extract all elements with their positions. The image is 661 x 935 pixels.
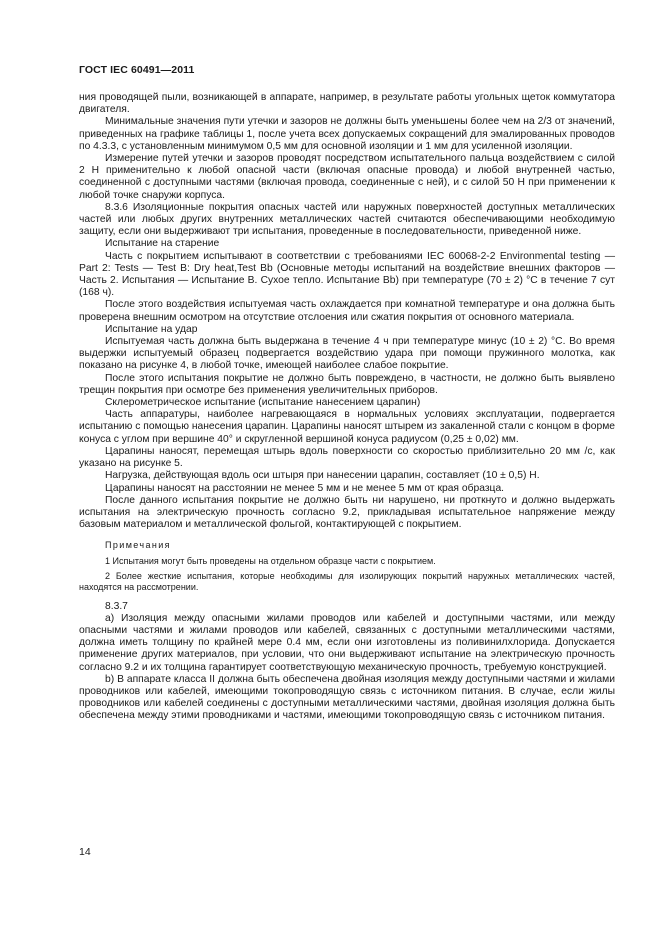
paragraph: Измерение путей утечки и зазоров проводят посредством испытательного пальца воздействием с силой 2 Н применительно к любой опасной части (включая опасные провода) и любой внутренней частью, соединенной с доступными частями (включая провода, соединенные с ней), и с силой 50 Н при применении к любой точке снаружи корпуса. <box>79 153 615 201</box>
clause-8-3-6: 8.3.6 Изоляционные покрытия опасных частей или наружных поверхностей доступных металлических частей или любых других внутренних металлических частей считаются обеспечивающими необходимую защиту, если они выдерживают три испытания, проведенные в последовательности, приведенной ниже. <box>79 201 615 238</box>
paragraph: После данного испытания покрытие не должно быть ни нарушено, ни проткнуто и должно выдержать испытания на электрическую прочность согласно 9.2, прикладывая испытательное напряжение между базовым материалом и металлической фольгой, контактирующей с покрытием. <box>79 494 615 531</box>
note-item: 2 Более жесткие испытания, которые необходимы для изолирующих покрытий наружных металлических частей, находятся на рассмотрении. <box>79 570 615 592</box>
document-header: ГОСТ IEC 60491—2011 <box>79 64 195 76</box>
subheading-impact-test: Испытание на удар <box>105 323 198 335</box>
paragraph: Царапины наносят, перемещая штырь вдоль поверхности со скоростью приблизительно 20 мм /с, как указано на рисунке 5. <box>79 445 615 470</box>
notes-title: Примечания <box>105 540 171 551</box>
paragraph: Нагрузка, действующая вдоль оси штыря при нанесении царапин, составляет (10 ± 0,5) Н. <box>105 470 540 482</box>
clause-8-3-7-number: 8.3.7 <box>105 600 128 612</box>
subheading-aging-test: Испытание на старение <box>105 238 220 250</box>
clause-8-3-7-item-b: b) В аппарате класса II должна быть обеспечена двойная изоляция между доступными частями и жилами проводников или кабелей, имеющими токопроводящую связь с источником питания. В случае, если жилы проводников или кабелей соединены с доступными металлическими частями, двойная изоляция должна быть обеспечена между этими проводниками и частями, имеющими токопроводящую связь с источником питания. <box>79 673 615 722</box>
paragraph: После этого воздействия испытуемая часть охлаждается при комнатной температуре и она должна быть проверена внешним осмотром на отсутствие отслоения или сжатия покрытия от основного материала. <box>79 299 615 323</box>
clause-8-3-7-item-a: а) Изоляция между опасными жилами проводов или кабелей и доступными частями, или между опасными частями и жилами проводов или кабелей, связанных с доступными металлическими частями, должна иметь толщину по крайней мере 0.4 мм, если они изготовлены из поливинилхлорида. Допускается применение других материалов, при условии, что они выдерживают испытание на электрическую прочность согласно 9.2 и их толщина гарантирует соответствующую механическую прочность, требуемую конструкцией. <box>79 612 615 673</box>
page-number: 14 <box>79 846 91 858</box>
paragraph: Царапины наносят на расстоянии не менее 5 мм и не менее 5 мм от края образца. <box>105 482 505 494</box>
note-item: 1 Испытания могут быть проведены на отдельном образце части с покрытием. <box>105 555 436 566</box>
subheading-scratch-test: Склерометрическое испытание (испытание нанесением царапин) <box>105 397 421 409</box>
paragraph: Часть с покрытием испытывают в соответствии с требованиями IEC 60068-2-2 Environmental testing — Part 2: Tests — Test B: Dry heat,Test Bb (Основные методы испытаний на воздействие внешних факторов — Часть 2. Испытания — Испытание В. Сухое тепло. Испытание Bb) при температуре (70 ± 2) °C в течение 7 сут (168 ч). <box>79 250 615 299</box>
paragraph: После этого испытания покрытие не должно быть повреждено, в частности, не должно быть выявлено трещин покрытия при осмотре без применения увеличительных приборов. <box>79 372 615 396</box>
paragraph: ния проводящей пыли, возникающей в аппарате, например, в результате работы угольных щеток коммутатора двигателя. <box>79 92 615 116</box>
paragraph: Часть аппаратуры, наиболее нагревающаяся в нормальных условиях эксплуатации, подвергается испытанию с помощью нанесения царапин. Царапины наносят штырем из закаленной стали с концом в форме конуса с углом при вершине 40° и скругленной вершиной конуса радиусом (0,25 ± 0,02) мм. <box>79 409 615 445</box>
paragraph: Минимальные значения пути утечки и зазоров не должны быть уменьшены более чем на 2/3 от значений, приведенных на графике таблицы 1, после учета всех допускаемых сокращений для эмалированных проводов по 4.3.3, с установленным минимумом 0,5 мм для основной изоляции и 1 мм для усиленной изоляции. <box>79 116 615 152</box>
page-body <box>79 92 615 723</box>
paragraph: Испытуемая часть должна быть выдержана в течение 4 ч при температуре минус (10 ± 2) °C. Во время выдержки испытуемый образец подвергается воздействию удара при помощи пружинного молотка, как показано на рисунке 4, в любой точке, имеющей наиболее слабое покрытие. <box>79 336 615 372</box>
